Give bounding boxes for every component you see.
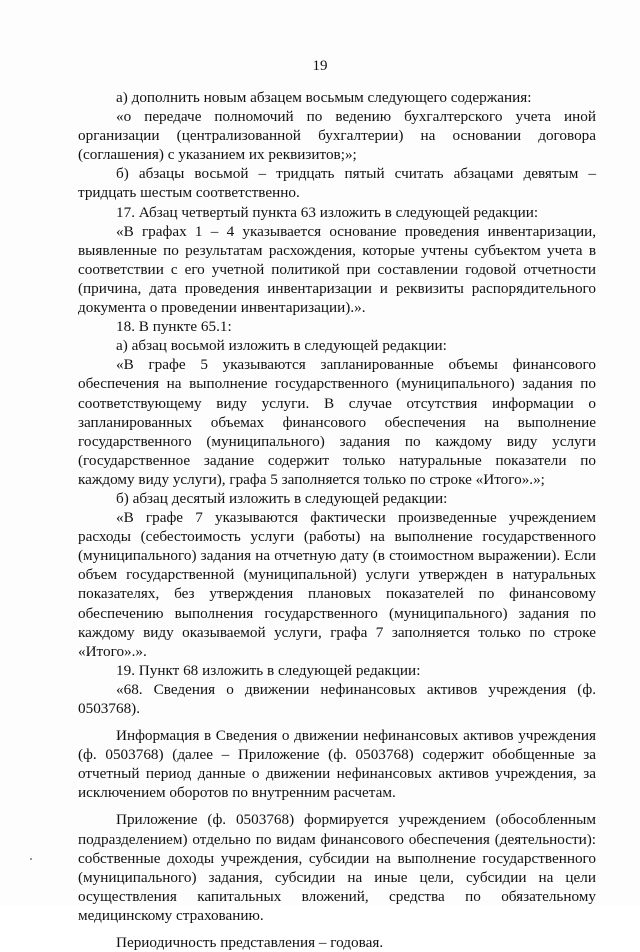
paragraph: «о передаче полномочий по ведению бухгалтерского учета иной организации (централизованной бухгалтерии) на основании договора (соглашения) с указанием их реквизитов;»; xyxy=(78,108,596,164)
paragraph: а) дополнить новым абзацем восьмым следующего содержания: xyxy=(116,89,532,106)
paragraph: а) абзац восьмой изложить в следующей редакции: xyxy=(116,337,447,355)
paragraph: Информация в Сведения о движении нефинансовых активов учреждения (ф. 0503768) (далее – Приложение (ф. 0503768) содержит обобщенные за отчетный период данные о движении нефинансовых активов учреждения, за исключением оборотов по внутренним расчетам. xyxy=(78,727,596,802)
paragraph: б) абзац десятый изложить в следующей редакции: xyxy=(116,489,448,507)
scan-speck xyxy=(30,858,32,860)
paragraph: Периодичность представления – годовая. xyxy=(116,934,384,952)
paragraph: 18. В пункте 65.1: xyxy=(116,318,232,336)
paragraph: «68. Сведения о движении нефинансовых активов учреждения (ф. 0503768). xyxy=(78,680,596,717)
paragraph: 19. Пункт 68 изложить в следующей редакции: xyxy=(116,661,421,679)
paragraph: 17. Абзац четвертый пункта 63 изложить в следующей редакции: xyxy=(116,203,539,221)
document-body xyxy=(78,88,596,952)
page-number: 19 xyxy=(312,58,328,74)
paragraph: б) абзацы восьмой – тридцать пятый считать абзацами девятым – тридцать шестым соответственно. xyxy=(78,165,596,202)
paragraph: «В графах 1 – 4 указывается основание проведения инвентаризации, выявленные по результатам расхождения, которые учтены субъектом учета в соответствии с его учетной политикой при составлении годовой отчетности (причина, дата проведения инвентаризации и реквизиты распорядительного документа о проведении инвентаризации).». xyxy=(78,222,596,317)
paragraph: Приложение (ф. 0503768) формируется учреждением (обособленным подразделением) отдельно по видам финансового обеспечения (деятельности): собственные доходы учреждения, субсидии на выполнение государственного (муниципального) задания, субсидии на иные цели, субсидии на цели осуществления капитальных вложений, средства по обязательному медицинскому страхованию. xyxy=(78,811,596,924)
paragraph: «В графе 5 указываются запланированные объемы финансового обеспечения на выполнение государственного (муниципального) задания по соответствующему виду услуги. В случае отсутствия информации о запланированных объемах финансового обеспечения на выполнение государственного (муниципального) задания по каждому виду услуги (государственное задание содержит только натуральные показатели по каждому виду услуги), графа 5 заполняется только по строке «Итого».»; xyxy=(78,356,596,488)
paragraph: «В графе 7 указываются фактически произведенные учреждением расходы (себестоимость услуги (работы) на выполнение государственного (муниципального) задания на отчетную дату (в стоимостном выражении). Если объем государственной (муниципальной) услуги утвержден в натуральных показателях, без утверждения плановых показателей по финансовому обеспечению выполнения государственного (муниципального) задания по каждому виду оказываемой услуги, графа 7 заполняется только по строке «Итого».». xyxy=(78,509,596,660)
